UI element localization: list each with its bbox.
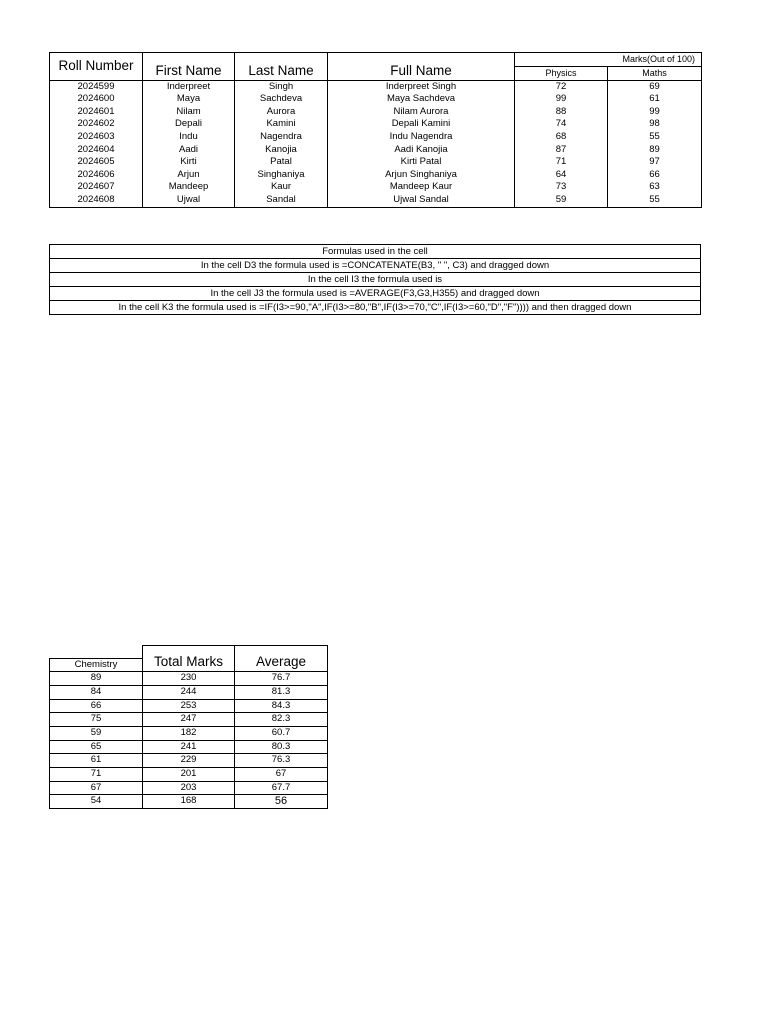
cell-chemistry[interactable]: 59 (50, 726, 143, 740)
cell-physics[interactable]: 88 (515, 106, 608, 119)
cell-average[interactable]: 76.7 (235, 672, 328, 686)
totals-row (50, 740, 328, 754)
cell-last-name[interactable]: Singh (235, 80, 328, 93)
cell-physics[interactable]: 59 (515, 194, 608, 207)
cell-first-name[interactable]: Nilam (143, 106, 235, 119)
cell-roll-number[interactable]: 2024601 (50, 106, 143, 119)
totals-row (50, 699, 328, 713)
formula-line-d3[interactable]: In the cell D3 the formula used is =CONCATENATE(B3, " ", C3) and dragged down (50, 259, 701, 273)
cell-roll-number[interactable]: 2024607 (50, 181, 143, 194)
cell-chemistry[interactable]: 71 (50, 768, 143, 782)
cell-total-marks[interactable]: 182 (143, 726, 235, 740)
cell-maths[interactable]: 55 (608, 194, 702, 207)
cell-full-name[interactable]: Ujwal Sandal (328, 194, 515, 207)
formula-line-k3[interactable]: In the cell K3 the formula used is =IF(I3>=90,"A",IF(I3>=80,"B",IF(I3>=70,"C",IF(I3>=60,"D","F")))) and then dragged down (50, 301, 701, 315)
cell-maths[interactable]: 69 (608, 80, 702, 93)
cell-last-name[interactable]: Kamini (235, 118, 328, 131)
cell-roll-number[interactable]: 2024606 (50, 169, 143, 182)
cell-average[interactable]: 80.3 (235, 740, 328, 754)
cell-chemistry[interactable]: 54 (50, 795, 143, 809)
cell-first-name[interactable]: Maya (143, 93, 235, 106)
cell-first-name[interactable]: Inderpreet (143, 80, 235, 93)
cell-full-name[interactable]: Kirti Patal (328, 156, 515, 169)
cell-roll-number[interactable]: 2024608 (50, 194, 143, 207)
cell-total-marks[interactable]: 229 (143, 754, 235, 768)
cell-chemistry[interactable]: 66 (50, 699, 143, 713)
cell-average[interactable]: 56 (235, 795, 328, 809)
cell-total-marks[interactable]: 244 (143, 685, 235, 699)
cell-last-name[interactable]: Sachdeva (235, 93, 328, 106)
cell-last-name[interactable]: Kanojia (235, 144, 328, 157)
cell-maths[interactable]: 98 (608, 118, 702, 131)
student-row (50, 169, 702, 182)
header-maths[interactable]: Maths (608, 66, 702, 80)
cell-average[interactable]: 81.3 (235, 685, 328, 699)
totals-row (50, 781, 328, 795)
header-total-marks[interactable]: Total Marks (143, 646, 235, 672)
header-full-name[interactable]: Full Name (328, 53, 515, 81)
cell-average[interactable]: 82.3 (235, 713, 328, 727)
cell-physics[interactable]: 87 (515, 144, 608, 157)
student-row (50, 156, 702, 169)
student-row (50, 93, 702, 106)
totals-table (49, 645, 328, 809)
header-roll-number[interactable]: Roll Number (50, 53, 143, 81)
student-row (50, 80, 702, 93)
cell-physics[interactable]: 72 (515, 80, 608, 93)
cell-total-marks[interactable]: 230 (143, 672, 235, 686)
cell-last-name[interactable]: Patal (235, 156, 328, 169)
totals-row (50, 795, 328, 809)
cell-last-name[interactable]: Aurora (235, 106, 328, 119)
cell-physics[interactable]: 73 (515, 181, 608, 194)
cell-first-name[interactable]: Kirti (143, 156, 235, 169)
formulas-table (49, 244, 701, 315)
cell-average[interactable]: 76.3 (235, 754, 328, 768)
formula-line-i3[interactable]: In the cell I3 the formula used is (50, 273, 701, 287)
blank-header-cell (50, 646, 143, 659)
student-row (50, 194, 702, 207)
cell-full-name[interactable]: Inderpreet Singh (328, 80, 515, 93)
cell-first-name[interactable]: Depali (143, 118, 235, 131)
cell-full-name[interactable]: Mandeep Kaur (328, 181, 515, 194)
cell-full-name[interactable]: Depali Kamini (328, 118, 515, 131)
header-first-name[interactable]: First Name (143, 53, 235, 81)
cell-last-name[interactable]: Sandal (235, 194, 328, 207)
cell-full-name[interactable]: Indu Nagendra (328, 131, 515, 144)
cell-physics[interactable]: 99 (515, 93, 608, 106)
cell-roll-number[interactable]: 2024603 (50, 131, 143, 144)
cell-maths[interactable]: 97 (608, 156, 702, 169)
student-row (50, 131, 702, 144)
cell-maths[interactable]: 55 (608, 131, 702, 144)
cell-total-marks[interactable]: 247 (143, 713, 235, 727)
student-row (50, 144, 702, 157)
cell-chemistry[interactable]: 61 (50, 754, 143, 768)
cell-roll-number[interactable]: 2024602 (50, 118, 143, 131)
cell-chemistry[interactable]: 84 (50, 685, 143, 699)
cell-chemistry[interactable]: 67 (50, 781, 143, 795)
header-average[interactable]: Average (235, 646, 328, 672)
cell-total-marks[interactable]: 201 (143, 768, 235, 782)
cell-first-name[interactable]: Arjun (143, 169, 235, 182)
cell-physics[interactable]: 64 (515, 169, 608, 182)
header-last-name[interactable]: Last Name (235, 53, 328, 81)
cell-last-name[interactable]: Kaur (235, 181, 328, 194)
cell-full-name[interactable]: Nilam Aurora (328, 106, 515, 119)
cell-first-name[interactable]: Indu (143, 131, 235, 144)
cell-total-marks[interactable]: 203 (143, 781, 235, 795)
header-chemistry[interactable]: Chemistry (50, 658, 143, 672)
cell-total-marks[interactable]: 253 (143, 699, 235, 713)
cell-physics[interactable]: 68 (515, 131, 608, 144)
formula-line-j3[interactable]: In the cell J3 the formula used is =AVERAGE(F3,G3,H355) and dragged down (50, 287, 701, 301)
cell-total-marks[interactable]: 241 (143, 740, 235, 754)
student-table (49, 52, 702, 208)
cell-maths[interactable]: 61 (608, 93, 702, 106)
cell-average[interactable]: 67 (235, 768, 328, 782)
cell-total-marks[interactable]: 168 (143, 795, 235, 809)
header-physics[interactable]: Physics (515, 66, 608, 80)
student-row (50, 181, 702, 194)
cell-maths[interactable]: 89 (608, 144, 702, 157)
cell-roll-number[interactable]: 2024600 (50, 93, 143, 106)
cell-full-name[interactable]: Aadi Kanojia (328, 144, 515, 157)
cell-roll-number[interactable]: 2024599 (50, 80, 143, 93)
cell-average[interactable]: 84.3 (235, 699, 328, 713)
cell-roll-number[interactable]: 2024605 (50, 156, 143, 169)
student-row (50, 106, 702, 119)
cell-chemistry[interactable]: 65 (50, 740, 143, 754)
cell-full-name[interactable]: Arjun Singhaniya (328, 169, 515, 182)
header-marks-group[interactable]: Marks(Out of 100) (515, 53, 702, 67)
student-row (50, 118, 702, 131)
formulas-title[interactable]: Formulas used in the cell (50, 245, 701, 259)
cell-chemistry[interactable]: 75 (50, 713, 143, 727)
cell-full-name[interactable]: Maya Sachdeva (328, 93, 515, 106)
totals-row (50, 672, 328, 686)
cell-first-name[interactable]: Ujwal (143, 194, 235, 207)
totals-row (50, 754, 328, 768)
cell-physics[interactable]: 71 (515, 156, 608, 169)
totals-row (50, 713, 328, 727)
cell-first-name[interactable]: Aadi (143, 144, 235, 157)
cell-maths[interactable]: 99 (608, 106, 702, 119)
cell-average[interactable]: 60.7 (235, 726, 328, 740)
cell-maths[interactable]: 66 (608, 169, 702, 182)
cell-first-name[interactable]: Mandeep (143, 181, 235, 194)
cell-average[interactable]: 67.7 (235, 781, 328, 795)
cell-last-name[interactable]: Singhaniya (235, 169, 328, 182)
cell-roll-number[interactable]: 2024604 (50, 144, 143, 157)
totals-row (50, 685, 328, 699)
cell-maths[interactable]: 63 (608, 181, 702, 194)
cell-physics[interactable]: 74 (515, 118, 608, 131)
cell-chemistry[interactable]: 89 (50, 672, 143, 686)
cell-last-name[interactable]: Nagendra (235, 131, 328, 144)
totals-row (50, 726, 328, 740)
totals-row (50, 768, 328, 782)
